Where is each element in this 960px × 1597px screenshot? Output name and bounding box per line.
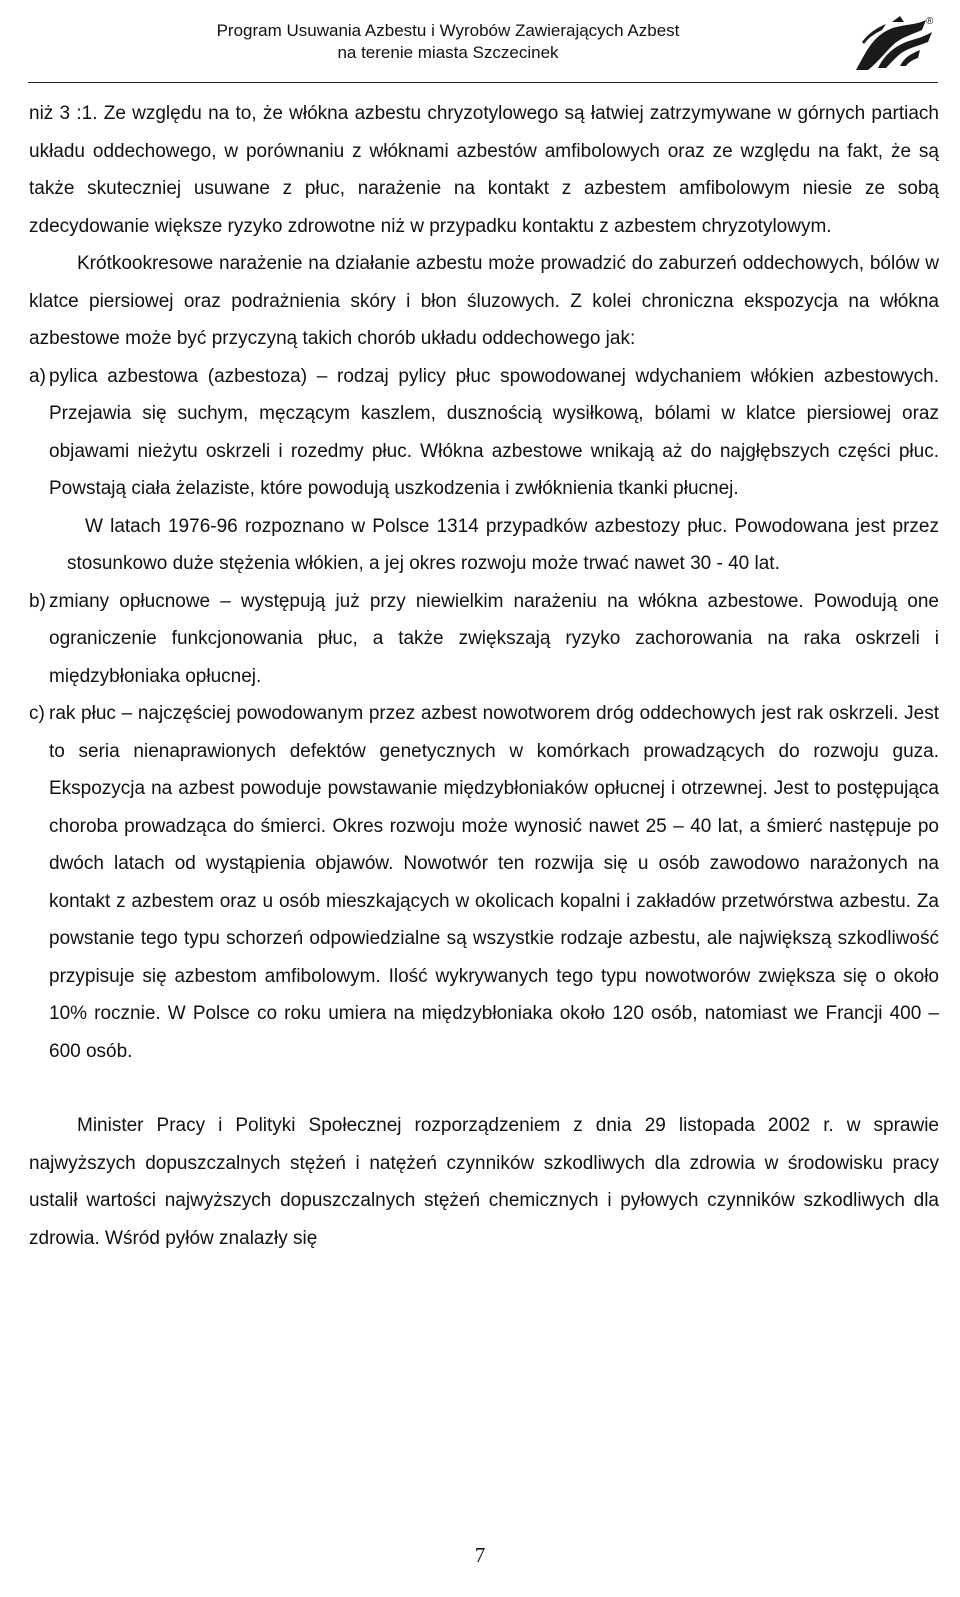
list-item-asbestosis	[29, 358, 939, 508]
list-marker: b)	[29, 590, 46, 612]
list-item-text: pylica azbestowa (azbestoza) – rodzaj pylicy płuc spowodowanej wdychaniem włókien azbestowych. Przejawia się suchym, męczącym kaszlem, dusznością wysiłkową, bólami w klatce piersiowej oraz objawami nieżytu oskrzeli i rozedmy płuc. Włókna azbestowe wnikają aż do najgłębszych części płuc. Powstają ciała żelaziste, które powodują uszkodzenia i zwłóknienia tkanki płucnej.	[49, 365, 939, 499]
list-marker: c)	[29, 703, 45, 724]
list-item-text: zmiany opłucnowe – występują już przy niewielkim narażeniu na włókna azbestowe. Powodują one ograniczenie funkcjonowania płuc, a także zwiększają ryzyko zachorowania na raka oskrzeli i międzybłoniaka opłucnej.	[49, 590, 939, 687]
document-body	[29, 95, 939, 1257]
header-title-line1: Program Usuwania Azbestu i Wyrobów Zawierających Azbest	[216, 21, 680, 40]
list-item-text: rak płuc – najczęściej powodowanym przez azbest nowotworem dróg oddechowych jest rak oskrzeli. Jest to seria nienaprawionych defektów genetycznych w komórkach prowadzących do rozwoju guza. Ekspozycja na azbest powoduje powstawanie międzybłoniaków opłucnej i otrzewnej. Jest to postępująca choroba prowadząca do śmierci. Okres rozwoju może wynosić nawet 25 – 40 lat, a śmierć następuje po dwóch latach od wystąpienia objawów. Nowotwór ten rozwija się u osób zawodowo narażonych na kontakt z azbestem oraz u osób mieszkających w okolicach kopalni i zakładów przetwórstwa azbestu. Za powstanie tego typu schorzeń odpowiedzialne są wszystkie rodzaje azbestu, ale największą szkodliwość przypisuje się azbestom amfibolowym. Ilość wykrywanych tego typu nowotworów zwiększa się o około 10% rocznie. W Polsce co roku umiera na międzybłoniaka około 120 osób, natomiast we Francji 400 – 600 osób.	[49, 703, 939, 1062]
page-number: 7	[474, 1543, 486, 1567]
registered-mark: ®	[926, 16, 934, 27]
paragraph-fiber-comparison: niż 3 :1. Ze względu na to, że włókna azbestu chryzotylowego są łatwiej zatrzymywane w górnych partiach układu oddechowego, w porównaniu z włóknami azbestów amfibolowych oraz ze względu na fakt, że są także skuteczniej usuwane z płuc, narażenie na kontakt z azbestem amfibolowym niesie ze sobą zdecydowanie większe ryzyko zdrowotne niż w przypadku kontaktu z azbestem chryzotylowym.	[29, 103, 939, 237]
program-logo	[848, 12, 940, 74]
program-logo-graphic	[848, 12, 940, 74]
list-marker: a)	[29, 365, 46, 387]
list-item-pleural-changes	[29, 583, 939, 696]
paragraph-asbestosis-statistics: W latach 1976-96 rozpoznano w Polsce 1314 przypadków azbestozy płuc. Powodowana jest przez stosunkowo duże stężenia włókien, a jej okres rozwoju może trwać nawet 30 - 40 lat.	[67, 515, 939, 574]
paragraph-exposure-effects: Krótkookresowe narażenie na działanie azbestu może prowadzić do zaburzeń oddechowych, bólów w klatce piersiowej oraz podrażnienia skóry i błon śluzowych. Z kolei chroniczna ekspozycja na włókna azbestowe może być przyczyną takich chorób układu oddechowego jak:	[29, 253, 939, 349]
header-title	[138, 20, 758, 64]
header-title-line2: na terenie miasta Szczecinek	[337, 43, 559, 62]
header-rule	[28, 82, 938, 83]
paragraph-spacer	[29, 1070, 939, 1107]
list-item-lung-cancer	[29, 695, 939, 1070]
paragraph-regulation: Minister Pracy i Polityki Społecznej rozporządzeniem z dnia 29 listopada 2002 r. w sprawie najwyższych dopuszczalnych stężeń i natężeń czynników szkodliwych dla zdrowia w środowisku pracy ustalił wartości najwyższych dopuszczalnych stężeń chemicznych i pyłowych czynników szkodliwych dla zdrowia. Wśród pyłów znalazły się	[29, 1115, 939, 1249]
page-header	[0, 12, 960, 82]
